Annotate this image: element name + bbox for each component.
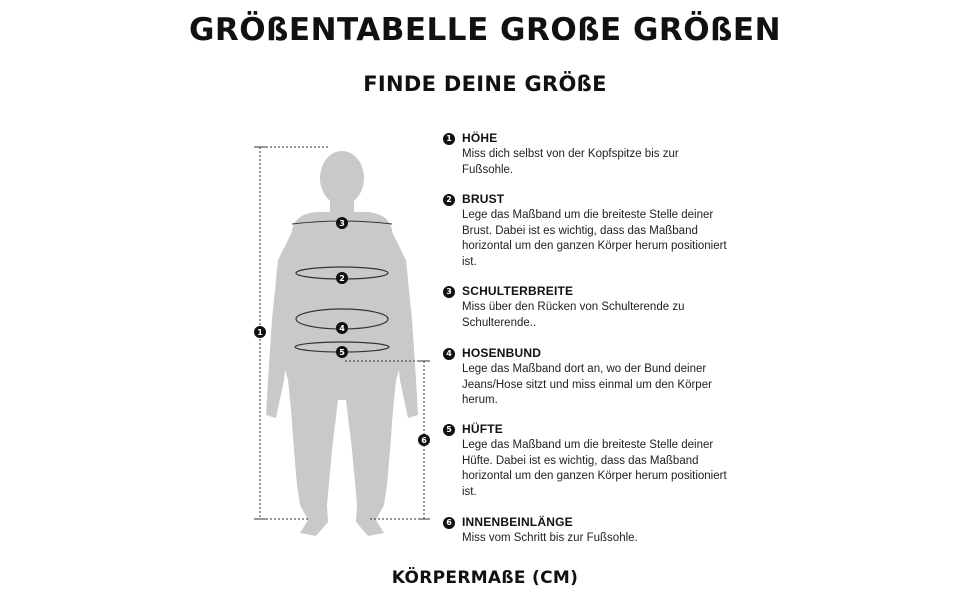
number-badge: 1 — [443, 133, 455, 145]
instruction-text: Lege das Maßband dort an, wo der Bund deiner Jeans/Hose sitzt und miss einmal um den Körper herum. — [462, 363, 712, 406]
marker-3-label: 3 — [339, 219, 345, 228]
body-measurements-heading: KÖRPERMAßE (CM) — [391, 568, 579, 588]
marker-6-label: 6 — [421, 436, 427, 445]
instruction-title: HÖHE — [462, 131, 498, 145]
instruction-title: SCHULTERBREITE — [462, 284, 574, 298]
marker-4 — [336, 322, 348, 334]
body-silhouette — [266, 151, 418, 536]
marker-1-label: 1 — [257, 328, 263, 337]
page-subtitle: FINDE DEINE GRÖßE — [363, 72, 607, 96]
instruction-text: Lege das Maßband um die breiteste Stelle deiner Brust. Dabei ist es wichtig, dass das Maßband horizontal um den ganzen Körper herum positioniert ist. — [462, 209, 727, 268]
number-badge: 5 — [443, 424, 455, 436]
instruction-title: HÜFTE — [462, 422, 503, 436]
instruction-text: Miss vom Schritt bis zur Fußsohle. — [462, 532, 638, 544]
instruction-title: HOSENBUND — [462, 346, 542, 360]
marker-6 — [418, 434, 430, 446]
number-badge: 3 — [443, 286, 455, 298]
marker-2 — [336, 272, 348, 284]
page-title: GRÖßENTABELLE GROßE GRÖßEN — [188, 12, 782, 48]
instruction-title: INNENBEINLÄNGE — [462, 515, 573, 529]
marker-5 — [336, 346, 348, 358]
instruction-title: BRUST — [462, 192, 505, 206]
marker-5-label: 5 — [339, 348, 345, 357]
instruction-text: Miss dich selbst von der Kopfspitze bis zur Fußsohle. — [462, 148, 679, 176]
marker-3 — [336, 217, 348, 229]
number-badge: 4 — [443, 348, 455, 360]
marker-2-label: 2 — [339, 274, 345, 283]
marker-4-label: 4 — [339, 324, 345, 333]
number-badge: 2 — [443, 194, 455, 206]
number-badge: 6 — [443, 517, 455, 529]
marker-1 — [254, 326, 266, 338]
instruction-text: Miss über den Rücken von Schulterende zu Schulterende.. — [462, 301, 685, 329]
instruction-text: Lege das Maßband um die breiteste Stelle deiner Hüfte. Dabei ist es wichtig, dass das Maßband horizontal um den ganzen Körper herum positioniert ist. — [462, 439, 727, 498]
